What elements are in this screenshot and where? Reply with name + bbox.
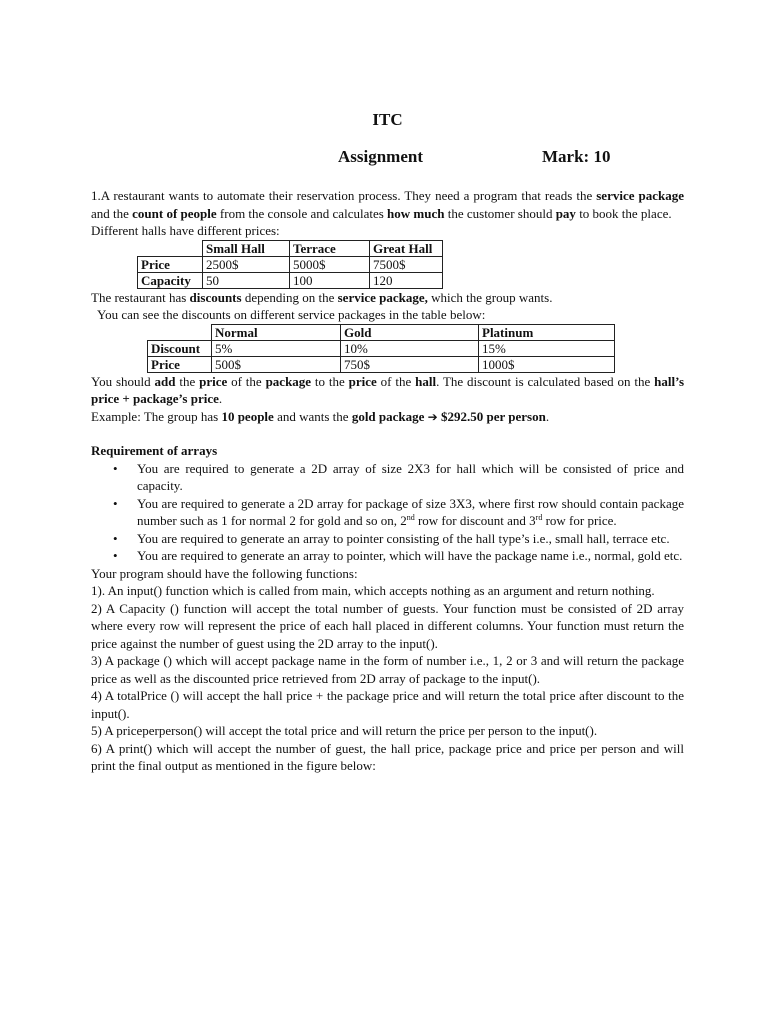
discount-paragraph: The restaurant has discounts depending on the service package, which the group wants. — [91, 289, 553, 305]
table-cell: 5% — [212, 340, 341, 356]
table-header-cell: Gold — [341, 324, 479, 340]
table-row — [138, 256, 443, 272]
list-item: • You are required to generate a 2D array for package of size 3X3, where first row should contain package number such as 1 for normal 2 for gold and so on, 2nd row for discount and 3rd row for price. — [113, 495, 684, 528]
halls-table — [137, 240, 443, 289]
table-cell: 7500$ — [370, 256, 443, 272]
functions-intro: Your program should have the following functions: — [91, 565, 358, 581]
arrow-right-icon: ➔ — [427, 409, 438, 424]
document-title: ITC — [372, 110, 403, 129]
table-header-row — [148, 324, 615, 340]
table-cell: 500$ — [212, 356, 341, 372]
table-header-cell: Terrace — [290, 240, 370, 256]
function-item: 6) A print() which will accept the number of guest, the hall price, package price and price per person and will print the final output as mentioned in the figure below: — [91, 740, 684, 773]
list-item: • You are required to generate a 2D array of size 2X3 for hall which will be consisted of price and capacity. — [113, 460, 684, 493]
table-row — [148, 356, 615, 372]
list-item: • You are required to generate an array to pointer, which will have the package name i.e., normal, gold etc. — [113, 548, 683, 563]
table-corner — [138, 240, 203, 256]
arrays-list — [91, 460, 684, 565]
table-row — [138, 272, 443, 288]
table-header-cell: Small Hall — [203, 240, 290, 256]
bullet-icon: • — [113, 548, 118, 563]
table-header-row — [138, 240, 443, 256]
add-paragraph: You should add the price of the package to the price of the hall. The discount is calculated based on the hall’s price + package’s price. — [91, 373, 684, 406]
table-cell: 50 — [203, 272, 290, 288]
packages-table — [147, 324, 615, 373]
function-item: 3) A package () which will accept package name in the form of number i.e., 1, 2 or 3 and will return the package price as well as the discounted price retrieved from 2D array of package to the input(). — [91, 653, 684, 686]
arrays-heading: Requirement of arrays — [91, 443, 218, 458]
bullet-icon: • — [113, 530, 118, 546]
function-item: 4) A totalPrice () will accept the hall price + the package price and will return the total price after discount to the input(). — [91, 688, 684, 721]
spacer — [91, 426, 684, 442]
table-cell: 100 — [290, 272, 370, 288]
table-cell: 15% — [479, 340, 615, 356]
table-cell: 2500$ — [203, 256, 290, 272]
mark-label: Mark: 10 — [542, 147, 611, 166]
halls-intro: Different halls have different prices: — [91, 223, 280, 238]
table-cell: 120 — [370, 272, 443, 288]
row-label: Price — [138, 256, 203, 272]
row-label: Capacity — [138, 272, 203, 288]
function-item: 5) A priceperperson() will accept the total price and will return the price per person to the input(). — [91, 723, 598, 738]
row-label: Discount — [148, 340, 212, 356]
table-header-cell: Platinum — [479, 324, 615, 340]
table-corner — [148, 324, 212, 340]
table-header-cell: Normal — [212, 324, 341, 340]
table-cell: 1000$ — [479, 356, 615, 372]
function-item: 1). An input() function which is called from main, which accepts nothing as an argument and return nothing. — [91, 583, 655, 598]
assignment-label: Assignment — [338, 147, 424, 166]
function-item: 2) A Capacity () function will accept the total number of guests. Your function must be consisted of 2D array where every row will represent the price of each hall placed in different columns. Your function must return the price against the number of guest using the 2D array to the input(). — [91, 600, 684, 651]
table-cell: 10% — [341, 340, 479, 356]
document-body — [91, 187, 684, 775]
row-label: Price — [148, 356, 212, 372]
intro-paragraph: 1.A restaurant wants to automate their reservation process. They need a program that reads the service package and the count of people from the console and calculates how much the customer should pay to book the place. — [91, 188, 684, 221]
list-item: • You are required to generate an array to pointer consisting of the hall type’s i.e., small hall, terrace etc. — [113, 530, 670, 546]
bullet-icon: • — [113, 460, 118, 476]
table-cell: 750$ — [341, 356, 479, 372]
example-paragraph: Example: The group has 10 people and wants the gold package ➔ $292.50 per person. — [91, 408, 550, 424]
subtitle-row — [91, 148, 684, 170]
bullet-icon: • — [113, 495, 118, 511]
table-row — [148, 340, 615, 356]
discount-table-intro: You can see the discounts on different service packages in the table below: — [97, 307, 486, 322]
table-header-cell: Great Hall — [370, 240, 443, 256]
table-cell: 5000$ — [290, 256, 370, 272]
